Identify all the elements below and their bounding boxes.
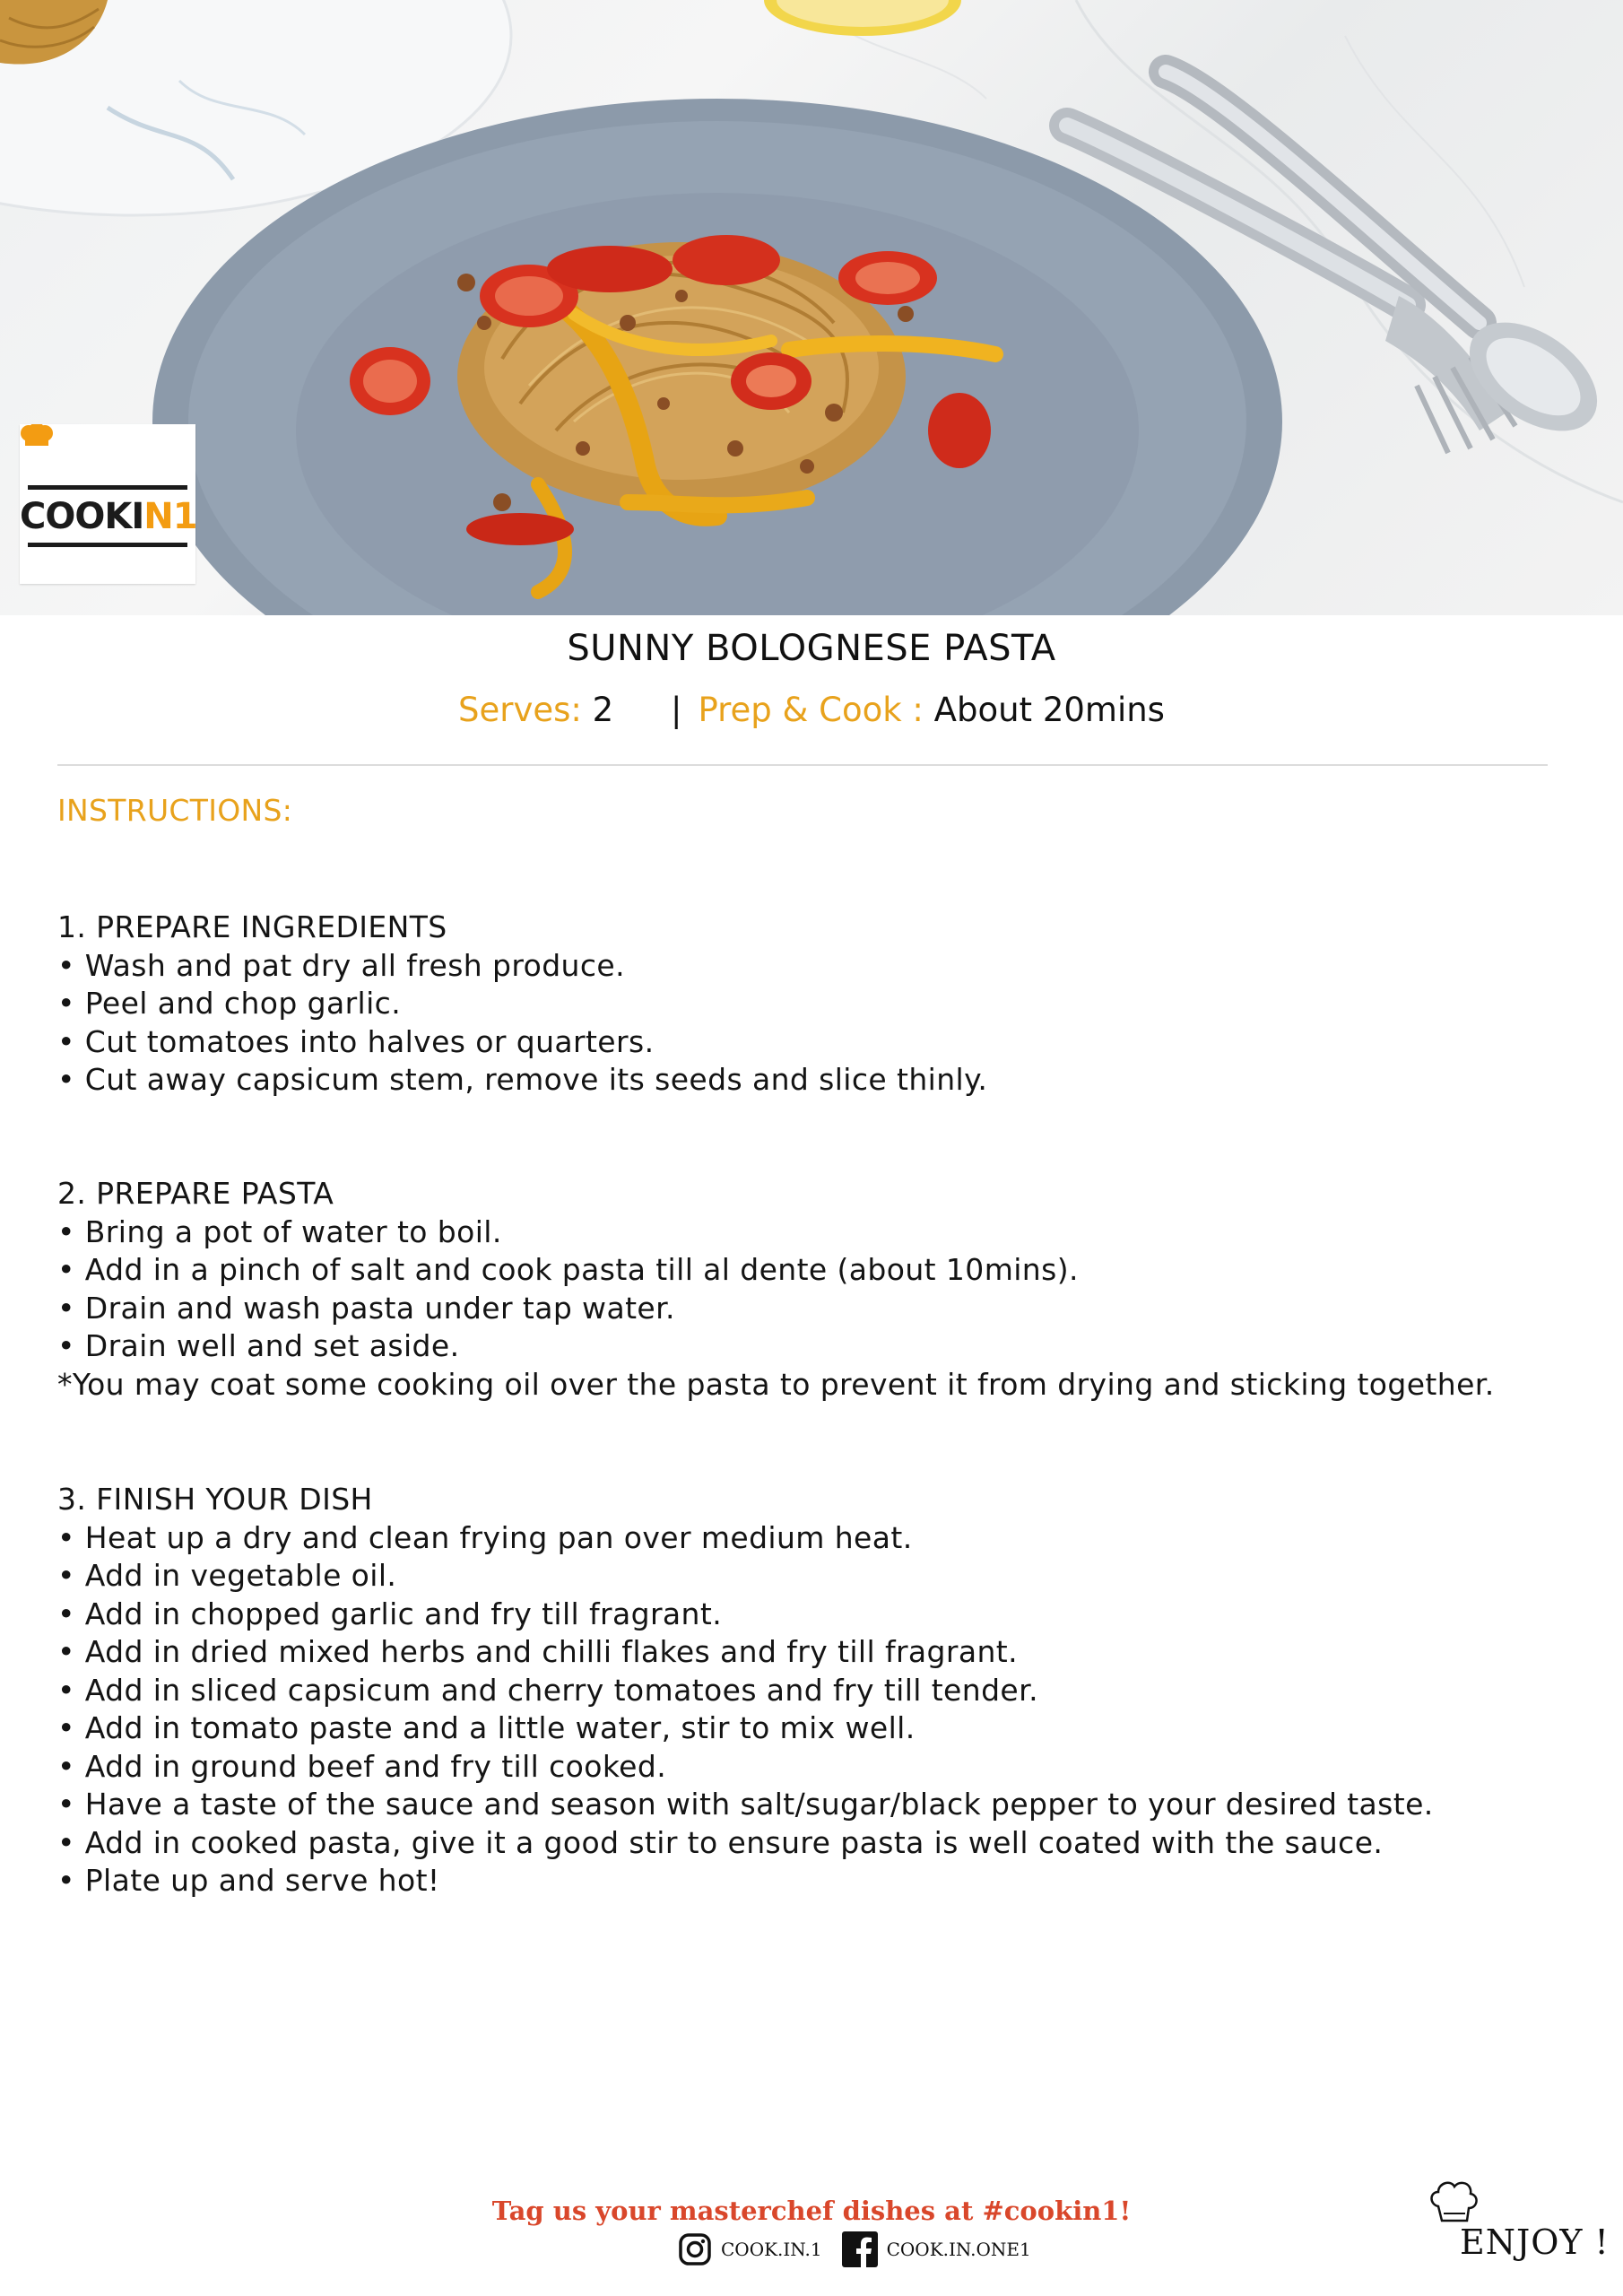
recipe-meta	[0, 691, 1623, 729]
chef-hat-logo-icon	[20, 424, 54, 446]
enjoy-text: ENJOY !	[1460, 2222, 1610, 2262]
instruction-note: *You may coat some cooking oil over the pasta to prevent it from drying and sticking together.	[57, 1366, 1495, 1402]
prep-label: Prep & Cook :	[698, 691, 924, 729]
instagram-icon[interactable]	[678, 2232, 712, 2266]
instruction-line: • Drain and wash pasta under tap water.	[57, 1290, 675, 1326]
logo-wordmark: COOKIN1	[20, 496, 197, 537]
section-title: 3. FINISH YOUR DISH	[57, 1482, 373, 1517]
instruction-line: • Peel and chop garlic.	[57, 986, 402, 1021]
logo-line-top	[28, 485, 187, 490]
instruction-line: • Add in ground beef and fry till cooked.	[57, 1748, 667, 1784]
instruction-line: • Add in chopped garlic and fry till fragrant.	[57, 1596, 723, 1631]
instructions-heading: INSTRUCTIONS:	[57, 793, 293, 828]
logo-line-bottom	[28, 543, 187, 547]
instagram-handle[interactable]: COOK.IN.1	[721, 2239, 822, 2260]
instruction-line: • Add in vegetable oil.	[57, 1558, 397, 1593]
instruction-line: • Wash and pat dry all fresh produce.	[57, 947, 625, 983]
instruction-line: • Cut tomatoes into halves or quarters.	[57, 1023, 655, 1059]
hero-photo	[0, 0, 1623, 615]
cookin1-logo	[20, 424, 195, 584]
section-prepare-pasta	[57, 1175, 1582, 1404]
instruction-line: • Bring a pot of water to boil.	[57, 1213, 502, 1249]
instruction-line: • Cut away capsicum stem, remove its seeds and slice thinly.	[57, 1062, 988, 1097]
pasta-dish-illustration	[0, 0, 1623, 615]
serves-label: Serves:	[458, 691, 582, 729]
instruction-line: • Heat up a dry and clean frying pan over medium heat.	[57, 1519, 913, 1555]
prep-value: About 20mins	[933, 691, 1165, 729]
instruction-line: • Drain well and set aside.	[57, 1328, 460, 1363]
facebook-icon[interactable]	[842, 2231, 878, 2267]
footer-tagline: Tag us your masterchef dishes at #cookin1!	[491, 2196, 1132, 2226]
section-prepare-ingredients	[57, 909, 1582, 1100]
meta-separator: |	[670, 691, 682, 729]
recipe-title: SUNNY BOLOGNESE PASTA	[567, 628, 1056, 669]
section-title: 2. PREPARE PASTA	[57, 1176, 334, 1211]
serves-value: 2	[592, 691, 614, 729]
instruction-line: • Add in cooked pasta, give it a good stir to ensure pasta is well coated with the sauce.	[57, 1824, 1384, 1860]
instruction-line: • Have a taste of the sauce and season with salt/sugar/black pepper to your desired taste.	[57, 1787, 1434, 1822]
section-title: 1. PREPARE INGREDIENTS	[57, 909, 447, 944]
instruction-line: • Add in a pinch of salt and cook pasta till al dente (about 10mins).	[57, 1252, 1079, 1287]
instruction-line: • Add in sliced capsicum and cherry tomatoes and fry till tender.	[57, 1672, 1038, 1708]
instruction-line: • Add in tomato paste and a little water, stir to mix well.	[57, 1710, 916, 1745]
instruction-line: • Add in dried mixed herbs and chilli flakes and fry till fragrant.	[57, 1634, 1019, 1669]
divider	[57, 764, 1548, 766]
social-links	[678, 2230, 1051, 2269]
instruction-line: • Plate up and serve hot!	[57, 1863, 440, 1898]
facebook-handle[interactable]: COOK.IN.ONE1	[886, 2239, 1031, 2260]
section-finish-dish	[57, 1481, 1582, 1900]
